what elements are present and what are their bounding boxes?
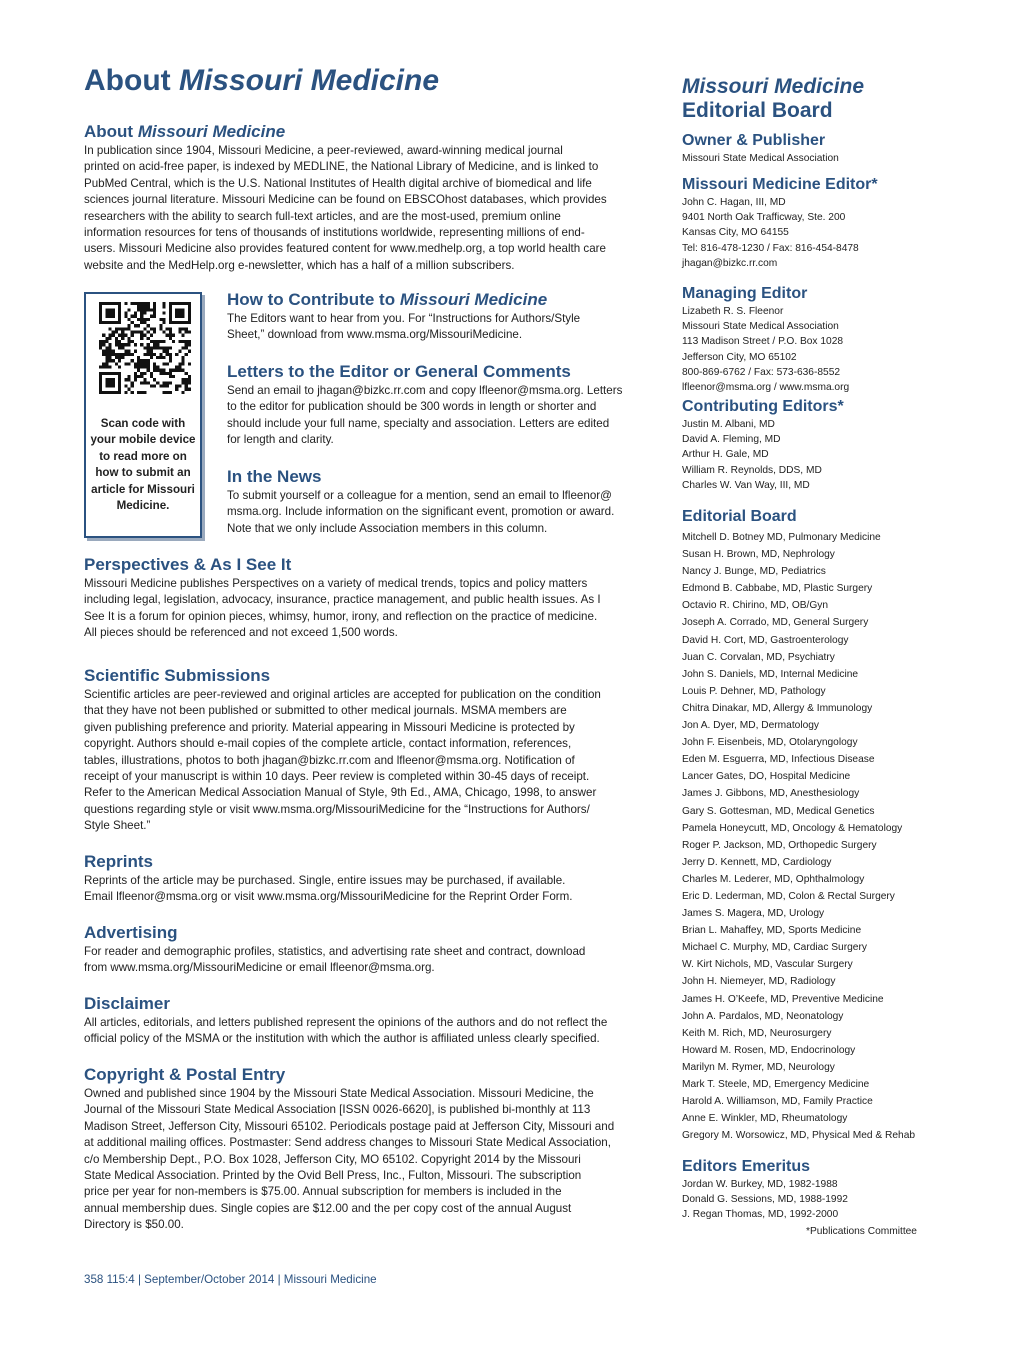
section-heading: Advertising (84, 923, 178, 942)
text-line: msma.org. Include information on the significant event, promotion or award. (227, 505, 615, 519)
text-line: Scientific articles are peer-reviewed and original articles are accepted for publication on the condition (84, 688, 601, 701)
text-line: The Editors want to hear from you. For “Instructions for Authors/Style (227, 312, 581, 325)
board-line: 9401 North Oak Trafficway, Ste. 200 (682, 212, 846, 224)
board-line: John C. Hagan, III, MD (682, 197, 786, 208)
owner-publisher (682, 131, 839, 166)
board-line: Missouri State Medical Association (682, 153, 839, 164)
contributing-editors-block (682, 397, 844, 493)
section-heading: In the News (227, 467, 322, 486)
text-line: Style Sheet.” (84, 819, 151, 833)
board-line: Jordan W. Burkey, MD, 1982-1988 (682, 1179, 838, 1190)
board-line: Joseph A. Corrado, MD, General Surgery (682, 617, 869, 629)
editor-block (682, 175, 878, 271)
board-line: Gregory M. Worsowicz, MD, Physical Med & Rehab (682, 1130, 916, 1142)
text-line: for length and clarity. (227, 433, 334, 447)
text-line: Refer to the American Medical Association Manual of Style, 9th Ed., AMA, Chicago, 1998, to answer (84, 786, 597, 800)
board-heading: Editors Emeritus (682, 1158, 811, 1175)
text-line: State Medical Association. Printed by the Ovid Bell Press, Inc., Fulton, Missouri. The subscription (84, 1169, 582, 1183)
section-heading: Perspectives & As I See It (84, 555, 292, 574)
section-heading: About Missouri Medicine (84, 122, 286, 141)
text-line: Reprints of the article may be purchased. Single, entire issues may be purchased, if available. (84, 874, 566, 887)
board-line: Nancy J. Bunge, MD, Pediatrics (682, 566, 826, 578)
editorial-board-block (682, 507, 915, 1144)
board-line: Missouri State Medical Association (682, 321, 839, 333)
text-line: your mobile device (90, 433, 196, 447)
copyright-section (84, 1065, 664, 1234)
board-line: Marilyn M. Rymer, MD, Neurology (682, 1061, 835, 1073)
perspectives-section (84, 555, 664, 642)
board-line: James J. Gibbons, MD, Anesthesiology (682, 788, 860, 800)
section-heading: Letters to the Editor or General Comments (227, 362, 571, 381)
board-heading: Missouri Medicine Editor* (682, 176, 878, 193)
board-line: Justin M. Albani, MD (682, 419, 775, 430)
text-line: researchers with the ability to search full-text articles, and are the most-used, premium online (84, 209, 561, 223)
board-line: Roger P. Jackson, MD, Orthopedic Surgery (682, 839, 877, 851)
board-title (682, 75, 982, 123)
board-line: J. Regan Thomas, MD, 1992-2000 (682, 1209, 839, 1221)
text-line: that they have not been published or submitted to other medical journals. MSMA members are (84, 704, 567, 718)
text-line: printed on acid-free paper, is indexed by MEDLINE, the National Library of Medicine, and is linked to (84, 160, 599, 174)
board-heading: Editorial Board (682, 508, 797, 525)
board-line: Edmond B. Cabbabe, MD, Plastic Surgery (682, 583, 873, 595)
text-line: price per year for non-members is $75.00. Annual subscription for members is included in the (84, 1185, 562, 1199)
managing-editor-block (682, 284, 849, 395)
board-line: Gary S. Gottesman, MD, Medical Genetics (682, 805, 875, 817)
board-line: David H. Cort, MD, Gastroenterology (682, 634, 849, 646)
board-line: Chitra Dinakar, MD, Allergy & Immunology (682, 702, 873, 714)
board-line: Susan H. Brown, MD, Nephrology (682, 549, 835, 561)
board-title-line: Missouri Medicine (682, 75, 865, 98)
board-line: David A. Fleming, MD (682, 434, 781, 446)
board-line: Arthur H. Gale, MD (682, 449, 769, 461)
text-line: See It is a forum for opinion pieces, whimsy, humor, irony, and reflection on the practice of medicine. (84, 609, 598, 623)
board-line: Anne E. Winkler, MD, Rheumatology (682, 1113, 848, 1125)
board-line: lfleenor@msma.org / www.msma.org (682, 382, 850, 394)
text-line: at additional mailing offices. Postmaster: Send address changes to Missouri State Medical Association, (84, 1136, 611, 1150)
board-line: Kansas City, MO 64155 (682, 227, 789, 239)
text-line: receipt of your manuscript is within 10 days. Peer review is completed within 30-45 days of receipt. (84, 770, 590, 784)
board-line: James H. O’Keefe, MD, Preventive Medicine (682, 993, 884, 1005)
text-line: how to submit an (95, 466, 191, 480)
text-line: Send an email to jhagan@bizkc.rr.com and copy lfleenor@msma.org. Letters (227, 384, 623, 397)
board-line: 113 Madison Street / P.O. Box 1028 (682, 336, 844, 348)
text-line: Email lfleenor@msma.org or visit www.msma.org/MissouriMedicine for the Reprint Order Form. (84, 890, 573, 904)
text-line: c/o Membership Dept., P.O. Box 1028, Jefferson City, MO 65102. Copyright 2014 by the Missouri (84, 1152, 581, 1166)
section-heading: Disclaimer (84, 994, 170, 1013)
text-line: Note that we only include Association members in this column. (227, 521, 548, 535)
text-line: In publication since 1904, Missouri Medicine, a peer-reviewed, award-winning medical journal (84, 144, 563, 157)
contribute-section (227, 290, 657, 344)
board-title-line: Editorial Board (682, 99, 833, 122)
board-line: John F. Eisenbeis, MD, Otolaryngology (682, 737, 858, 749)
text-line: including legal, legislation, advocacy, insurance, practice management, and public health issues. As I (84, 593, 601, 607)
text-line: Journal of the Missouri State Medical Association [ISSN 0026-6620], is published bi-monthly at 113 (84, 1103, 591, 1117)
text-line: should include your full name, specialty and association. Letters are edited (227, 416, 610, 430)
scientific-section (84, 666, 664, 835)
board-line: Jefferson City, MO 65102 (682, 351, 797, 363)
text-line: given publishing preference and priority. Material appearing in Missouri Medicine is protected by (84, 720, 575, 734)
text-line: users. Missouri Medicine also provides featured content for www.medhelp.org, a top world health care (84, 242, 606, 256)
section-heading: Scientific Submissions (84, 666, 271, 685)
board-line: Charles M. Lederer, MD, Ophthalmology (682, 873, 865, 885)
board-line: Octavio R. Chirino, MD, OB/Gyn (682, 600, 829, 612)
board-line: William R. Reynolds, DDS, MD (682, 464, 822, 476)
board-heading: Owner & Publisher (682, 132, 826, 149)
board-heading: Managing Editor (682, 285, 808, 302)
section-heading: How to Contribute to Missouri Medicine (227, 290, 548, 309)
text-line: to the editor for publication should be 300 words in length or shorter and (227, 400, 597, 414)
text-line: PubMed Central, which is the U.S. National Institutes of Health digital archive of biomedical and life (84, 176, 592, 190)
text-line: official policy of the MSMA or the institution with which the author is affiliated unless clearly specified. (84, 1032, 600, 1046)
text-line: article for Missouri (91, 482, 195, 496)
text-line: from www.msma.org/MissouriMedicine or email lfleenor@msma.org. (84, 961, 435, 975)
board-line: Eden M. Esguerra, MD, Infectious Disease (682, 754, 875, 766)
reprints-section (84, 852, 664, 906)
board-line: Eric D. Lederman, MD, Colon & Rectal Surgery (682, 890, 895, 902)
board-line: jhagan@bizkc.rr.com (682, 257, 778, 269)
text-line: All pieces should be referenced and not exceed 1,500 words. (84, 626, 398, 640)
board-line: Howard M. Rosen, MD, Endocrinology (682, 1044, 856, 1056)
section-heading: Copyright & Postal Entry (84, 1065, 286, 1084)
text-line: questions regarding style or visit www.msma.org/MissouriMedicine for the “Instructions for Authors/ (84, 802, 590, 816)
text-line: tables, illustrations, photos to both jhagan@bizkc.rr.com and lfleenor@msma.org. Notification of (84, 753, 575, 767)
board-line: Lancer Gates, DO, Hospital Medicine (682, 771, 851, 783)
section-heading: Reprints (84, 852, 153, 871)
board-line: Brian L. Mahaffey, MD, Sports Medicine (682, 925, 862, 937)
text-line: Madison Street, Jefferson City, Missouri 65102. Periodicals postage paid at Jefferson City, Missouri and (84, 1119, 615, 1133)
editors-emeritus-block (682, 1157, 848, 1223)
board-line: Juan C. Corvalan, MD, Psychiatry (682, 651, 835, 663)
qr-callout (84, 292, 202, 538)
text-line: Scan code with (100, 417, 186, 430)
board-line: James S. Magera, MD, Urology (682, 908, 825, 920)
board-line: 800-869-6762 / Fax: 573-636-8552 (682, 366, 841, 378)
board-line: Jon A. Dyer, MD, Dermatology (682, 720, 820, 732)
text-line: Owned and published since 1904 by the Missouri State Medical Association. Missouri Medicine, the (84, 1087, 594, 1100)
text-line: to read more on (99, 449, 187, 463)
qr-caption (90, 416, 196, 514)
board-line: John A. Pardalos, MD, Neonatology (682, 1010, 844, 1022)
text-line: For reader and demographic profiles, statistics, and advertising rate sheet and contract, download (84, 945, 586, 958)
board-line: Keith M. Rich, MD, Neurosurgery (682, 1027, 832, 1039)
text-line: website and the MedHelp.org e-newsletter, which has a half of a million subscribers. (84, 258, 515, 272)
page-title: About Missouri Medicine (84, 64, 440, 97)
page-footer: 358 115:4 | September/October 2014 | Missouri Medicine (84, 1273, 377, 1286)
advertising-section (84, 923, 664, 977)
board-line: Mark T. Steele, MD, Emergency Medicine (682, 1079, 870, 1090)
text-line: Sheet,” download from www.msma.org/MissouriMedicine. (227, 328, 523, 342)
board-line: Mitchell D. Botney MD, Pulmonary Medicine (682, 532, 881, 543)
text-line: Directory is $50.00. (84, 1218, 184, 1232)
text-line: information resources for tens of thousands of institutions worldwide, representing millions of end- (84, 226, 585, 240)
text-line: Medicine. (116, 499, 170, 513)
text-line: All articles, editorials, and letters published represent the opinions of the authors and do not reflect the (84, 1016, 608, 1029)
board-line: Tel: 816-478-1230 / Fax: 816-454-8478 (682, 242, 859, 254)
board-line: Charles W. Van Way, III, MD (682, 479, 810, 491)
qr-code-icon[interactable] (99, 302, 191, 394)
board-line: Pamela Honeycutt, MD, Oncology & Hematology (682, 822, 903, 834)
board-line: John S. Daniels, MD, Internal Medicine (682, 668, 859, 680)
letters-section (227, 362, 657, 449)
board-line: Harold A. Williamson, MD, Family Practice (682, 1096, 873, 1108)
board-line: Jerry D. Kennett, MD, Cardiology (682, 856, 832, 868)
about-section (84, 122, 664, 274)
text-line: copyright. Authors should e-mail copies of the complete article, contact information, references, (84, 737, 572, 751)
disclaimer-section (84, 994, 664, 1048)
board-heading: Contributing Editors* (682, 398, 844, 415)
board-line: John H. Niemeyer, MD, Radiology (682, 976, 836, 988)
text-line: Missouri Medicine publishes Perspectives on a variety of medical trends, topics and policy matters (84, 577, 588, 590)
board-line: W. Kirt Nichols, MD, Vascular Surgery (682, 959, 853, 971)
text-line: sciences journal literature. Missouri Medicine can be found on EBSCOhost databases, which provides (84, 193, 607, 207)
board-line: Lizabeth R. S. Fleenor (682, 306, 784, 317)
board-line: Louis P. Dehner, MD, Pathology (682, 685, 826, 697)
text-line: annual membership dues. Single copies are $12.00 and the per copy cost of the annual August (84, 1201, 572, 1215)
publications-committee-note: *Publications Committee (806, 1226, 917, 1237)
text-line: To submit yourself or a colleague for a mention, send an email to lfleenor@ (227, 489, 612, 502)
news-section (227, 467, 657, 537)
board-line: Donald G. Sessions, MD, 1988-1992 (682, 1194, 848, 1206)
board-line: Michael C. Murphy, MD, Cardiac Surgery (682, 942, 867, 954)
